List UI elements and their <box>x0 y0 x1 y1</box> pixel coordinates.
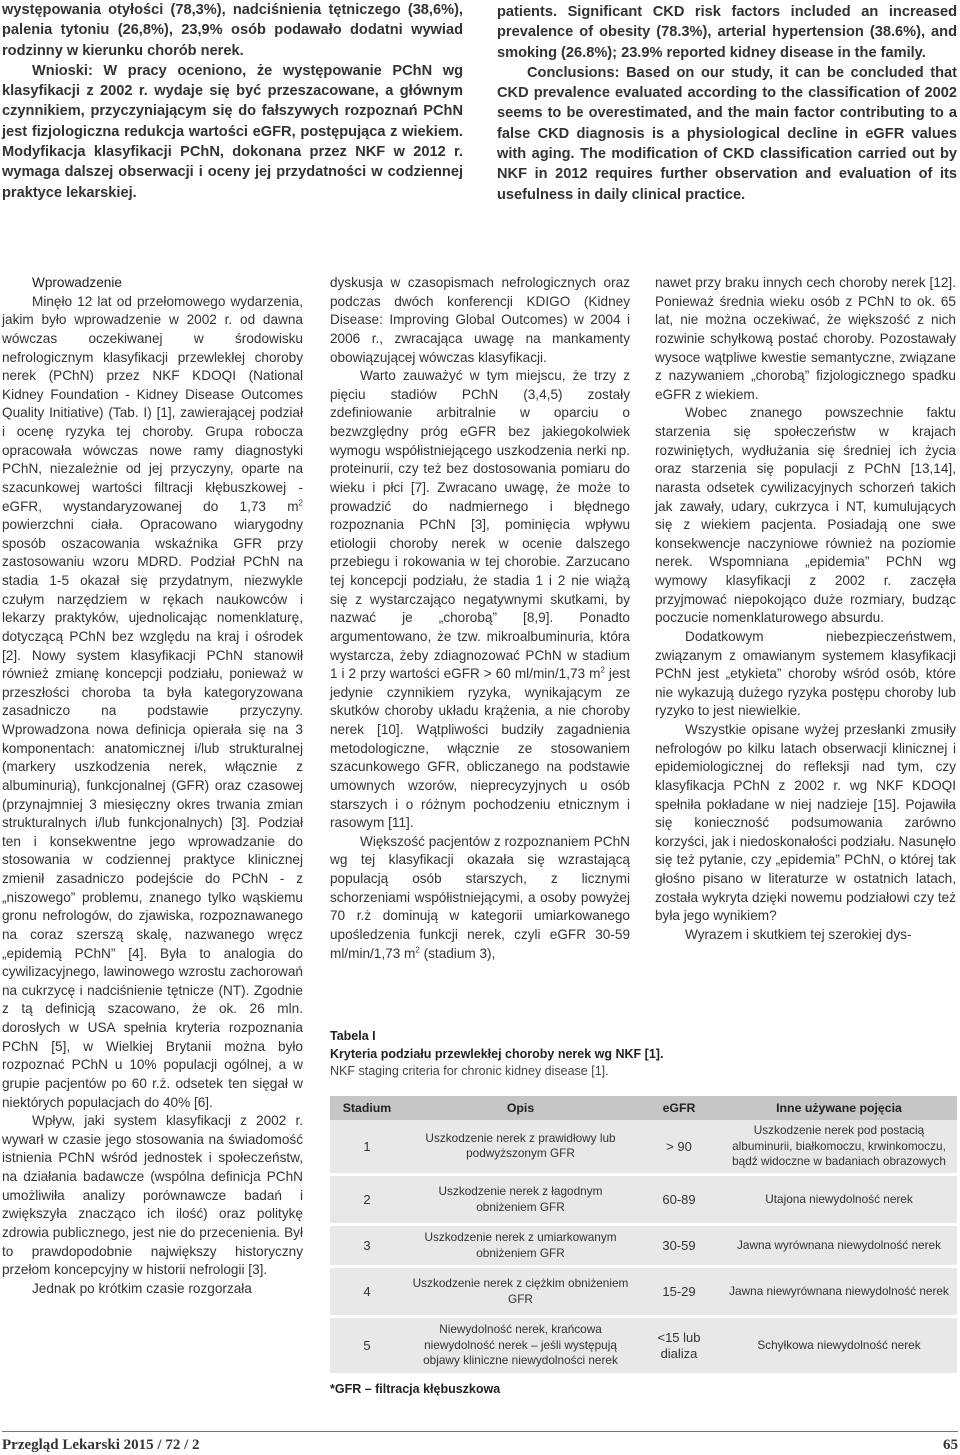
cell-stadium: 5 <box>363 1337 371 1353</box>
cell-opis: Uszkodzenie nerek z umiarkowanym obniżeniem GFR <box>424 1230 617 1260</box>
cell-stadium: 2 <box>363 1191 371 1207</box>
cell-stadium: 1 <box>363 1138 371 1154</box>
section-heading: Wprowadzenie <box>32 275 122 290</box>
paragraph: Jednak po krótkim czasie rozgorzała <box>32 1280 252 1296</box>
paragraph: Minęło 12 lat od przełomowego wydarzenia, jakim było wprowadzenie w 2002 r. od dawna wówczas oczekiwanej w środowisku nefrologicznym klasyfikacji przewlekłej choroby nerek (PChN) przez NKF KDOQI (National Kidney Foundation - Kidney Disease Outcomes Quality Initiative) (Tab. I) [1], zawierającej podział i ocenę ryzyka tej choroby. Grupa robocza opracowała wówczas nowe ramy diagnostyki PChN, niezależnie od jej przyczyny, oparte na szacunkowej wartości filtracji kłębuszkowej - eGFR, wystandaryzowanej do 1,73 $m^2$ powierzchni ciała. Opracowano wiarygodny sposób oszacowania wskaźnika GFR przy zastosowaniu wzoru MDRD. Podział PChN na stadia 1-5 okazał się przydatnym, niezwykle czułym narzędziem w rękach naukowców i lekarzy praktyków, ujednolicając nomenklaturę, dotyczącą PChN bez względu na kraj i ośrodek [2]. Nowy system klasyfikacji PChN stanowił również zmianę koncepcji podziału, ponieważ w przeszłości choroba ta była kategoryzowana zasadniczo na podstawie przyczyny. Wprowadzona nowa definicja opierała się na 3 komponentach: anatomicznej i/lub strukturalnej (markery uszkodzenia nerek, włącznie z albuminurią), funkcjonalnej (GFR) oraz czasowej (przynajmniej 3 miesięczny okres trwania zmian strukturalnych i/lub funkcjonalnych) [3]. Podział ten i konsekwentne jego wprowadzanie do stosowania w codziennej praktyce klinicznej zmienił zasadniczo podejście do PChN - z „niszowego” problemu, znanego tylko wąskiemu gronu nefrologów, do zjawiska, rozpoznawanego na coraz szerszą skalę, nazwanego wręcz „epidemią PChN” [4]. Była to analogia do cywilizacyjnego, lawinowego wzrostu zachorowań na cukrzycę i nadciśnienie tętnicze (NT). Zgodnie z tą definicją szacowano, że ok. 26 mln. dorosłych w USA spełnia kryteria rozpoznania PChN [5], w Wielkiej Brytanii można było rozpoznać PChN u 10% populacji ogólnej, a w grupie pacjentów po 60 r.ż. odsetek ten sięgał w niektórych populacjach do 40% [6]. <box>2 293 303 1110</box>
page-number: 65 <box>943 1437 958 1453</box>
body-column-2 <box>330 274 630 963</box>
abstract-pl-conclusions: Wnioski: W pracy oceniono, że występowanie PChN wg klasyfikacji z 2002 r. wydaje się być przeszacowane, a głównym czynnikiem, przyczyniającym się do fałszywych rozpoznań PChN jest fizjologiczna redukcja wartości eGFR, postępująca z wiekiem. Modyfikacja klasyfikacji PChN, dokonana przez NKF w 2012 r. wymaga dalszej obserwacji i oceny jej przydatności w codziennej praktyce lekarskiej. <box>2 62 463 201</box>
cell-inne: Jawna niewyrównana niewydolność nerek <box>729 1283 949 1298</box>
table-row <box>330 1317 957 1375</box>
table-footnote: *GFR – filtracja kłębuszkowa <box>330 1382 501 1396</box>
ckd-stages-table <box>330 1096 957 1377</box>
cell-stadium: 4 <box>363 1283 371 1299</box>
paragraph: Wszystkie opisane wyżej przesłanki zmusiły nefrologów po kilku latach obserwacji klinicznej i epidemiologicznej do refleksji nad tym, czy klasyfikacja PChN z 2002 r. wg NKF KDOQI spełniła pokładane w niej nadzieje [15]. Pojawiła się konieczność podsumowania zarówno korzyści, jak i niedoskonałości podziału. Nasunęło się też pytanie, czy „epidemia” PChN, o której tak głośno pisano w literaturze w ostatnich latach, została wykryta dzięki nowemu podziałowi czy też była jego wynikiem? <box>655 722 956 924</box>
cell-inne: Schyłkowa niewydolność nerek <box>757 1337 921 1352</box>
paragraph: Wyrazem i skutkiem tej szerokiej dys- <box>685 926 912 942</box>
cell-stadium: 3 <box>363 1237 371 1253</box>
paragraph: Wobec znanego powszechnie faktu starzenia się społeczeństw w krajach rozwiniętych, wydłużania się średniej ich życia oraz starzenia się populacji z PChN [13,14], narasta odsetek cywilizacyjnych schorzeń takich jak zawały, udary, cukrzyca i NT, kumulujących się z wiekiem pacjenta. Posiadają one swe konsekwencje naczyniowe również na poziomie nerek. Wspomniana „epidemia” PChN wg wymowy klasyfikacji z 2002 r. zaczęła przyjmować niepokojąco duże rozmiary, budząc poczucie nomenklaturowego absurdu. <box>655 405 956 626</box>
header-inne: Inne używane pojęcia <box>776 1100 902 1115</box>
table-caption <box>330 1028 957 1081</box>
table-block <box>330 1028 957 1396</box>
abstract-polish <box>2 0 463 203</box>
abstract-pl-results: występowania otyłości (78,3%), nadciśnienia tętniczego (38,6%), palenia tytoniu (26,8%), 23,9% osób podawało dodatni wywiad rodzinny w kierunku chorób nerek. <box>2 2 463 59</box>
paragraph: Większość pacjentów z rozpoznaniem PChN wg tej klasyfikacji okazała się wzrastającą populacją osób starszych, z licznymi schorzeniami współistniejącymi, a osoby powyżej 70 r.ż dominują w kategorii umiarkowanego upośledzenia funkcji nerek, czyli eGFR 30-59 ml/min/1,73 $m^2$ (stadium 3), <box>330 833 630 961</box>
table-row <box>330 1175 957 1225</box>
body-column-1 <box>2 274 303 1298</box>
cell-inne: Uszkodzenie nerek pod postacią albuminurii, białkomoczu, krwinkomoczu, bądź widoczne w badaniach obrazowych <box>732 1123 946 1168</box>
header-opis: Opis <box>506 1100 535 1115</box>
abstract-en-results: patients. Significant CKD risk factors included an increased prevalence of obesity (78.3%), arterial hypertension (38.6%), and smoking (26.8%); 23.9% reported kidney disease in the family. <box>497 4 957 61</box>
header-stadium: Stadium <box>342 1100 392 1115</box>
cell-egfr: 30-59 <box>662 1237 696 1253</box>
paragraph: nawet przy braku innych cech choroby nerek [12]. Ponieważ średnia wieku osób z PChN to ok. 65 lat, nie można oczekiwać, że większość z nich rozwinie schyłkową postać choroby. Pozostawały wysoce wątpliwe kwestie semantyczne, związane z nazywaniem „chorobą” fizjologicznego spadku eGFR z wiekiem. <box>655 275 956 402</box>
cell-opis: Uszkodzenie nerek z prawidłowy lub podwyższonym GFR <box>425 1130 616 1161</box>
cell-inne: Utajona niewydolność nerek <box>765 1191 913 1206</box>
page-footer <box>2 1431 958 1452</box>
table-row <box>330 1120 957 1175</box>
cell-egfr: > 90 <box>666 1138 692 1154</box>
paragraph: dyskusja w czasopismach nefrologicznych oraz podczas dwóch konferencji KDIGO (Kidney Disease: Improving Global Outcomes) w 2004 i 2006 r., zwracająca uwagę na mankamenty obowiązującej wówczas klasyfikacji. <box>330 275 630 365</box>
table-title-pl: Kryteria podziału przewlekłej choroby nerek wg NKF [1]. <box>330 1046 664 1061</box>
cell-egfr: 15-29 <box>662 1283 696 1299</box>
table-header-row <box>330 1096 957 1120</box>
cell-opis: Uszkodzenie nerek z ciężkim obniżeniem GFR <box>412 1276 629 1306</box>
table-title-en: NKF staging criteria for chronic kidney disease [1]. <box>330 1064 609 1078</box>
footer-journal: Przegląd Lekarski 2015 / 72 / 2 <box>2 1437 200 1453</box>
cell-opis: Uszkodzenie nerek z łagodnym obniżeniem GFR <box>438 1184 603 1214</box>
paragraph: Warto zauważyć w tym miejscu, że trzy z pięciu stadiów PChN (3,4,5) zostały zdefiniowanie arbitralnie w oparciu o bezwzględny próg eGFR bez jakiegokolwiek wymogu współistniejącego uszkodzenia nerki np. proteinurii, czy też bez dostosowania pomiaru do wieku i płci [7]. Zwracano uwagę, że może to prowadzić do nadmiernego i błędnego rozpoznania PChN [3], pominięcia wpływu etiologii choroby nerek w ocenie dalszego przebiegu i rokowania w tej chorobie. Zarzucano tej koncepcji podziału, że stadia 1 i 2 nie wiążą się z wystarczająco negatywnymi skutkami, by nazwać je „chorobą” [8,9]. Ponadto argumentowano, że tzw. mikroalbuminuria, która wystarcza, żeby zdiagnozować PChN w stadium 1 i 2 przy wartości eGFR > 60 ml/min/1,73 $m^2$ jest jedynie czynnikiem ryzyka, wynikającym ze skutków choroby układu krążenia, a nie choroby nerek [10]. Wątpliwości budziły zagadnienia metodologiczne, włącznie ze stosowaniem szacunkowego GFR, obliczanego na podstawie umownych wzorów, nieprecyzyjnych u osób starszych i o różnym pochodzeniu etnicznym i rasowym [11]. <box>330 368 630 831</box>
paragraph: Dodatkowym niebezpieczeństwem, związanym z omawianym systemem klasyfikacji PChN jest „etykieta” choroby wśród osób, które nie wykazują dużego ryzyka postępu choroby lub ryzyko to jest niewielkie. <box>655 628 956 719</box>
table-label: Tabela I <box>330 1029 376 1043</box>
cell-egfr: 60-89 <box>662 1191 696 1207</box>
paragraph: Wpływ, jaki system klasyfikacji z 2002 r. wywarł w czasie jego stosowania na świadomość istnienia PChN wśród jednostek i społeczeństw, na działania badawcze (wspólna definicja PChN umożliwiła analizy porównawcze badań i zwiększyła znacząco ich ilość) oraz politykę zdrowia publicznego, jest nie do przecenienia. Był to prawdopodobnie największy historyczny przełom koncepcyjny w historii nefrologii [3]. <box>2 1113 303 1278</box>
table-row <box>330 1267 957 1317</box>
header-egfr: eGFR <box>662 1100 696 1115</box>
cell-egfr: <15 lub dializa <box>657 1330 701 1361</box>
abstract-english <box>497 2 957 205</box>
cell-opis: Niewydolność nerek, krańcowa niewydolność nerek – jeśli występują objawy kliniczne niewydolności nerek <box>423 1322 618 1368</box>
cell-inne: Jawna wyrównana niewydolność nerek <box>737 1237 941 1252</box>
table-row <box>330 1225 957 1267</box>
abstract-en-conclusions: Conclusions: Based on our study, it can be concluded that CKD prevalence evaluated according to the classification of 2002 seems to be overestimated, and the main factor contributing to a false CKD diagnosis is a physiological decline in eGFR values with aging. The modification of CKD classification carried out by NKF in 2012 requires further observation and evaluation of its usefulness in daily clinical practice. <box>497 64 957 203</box>
body-column-3 <box>655 274 956 945</box>
